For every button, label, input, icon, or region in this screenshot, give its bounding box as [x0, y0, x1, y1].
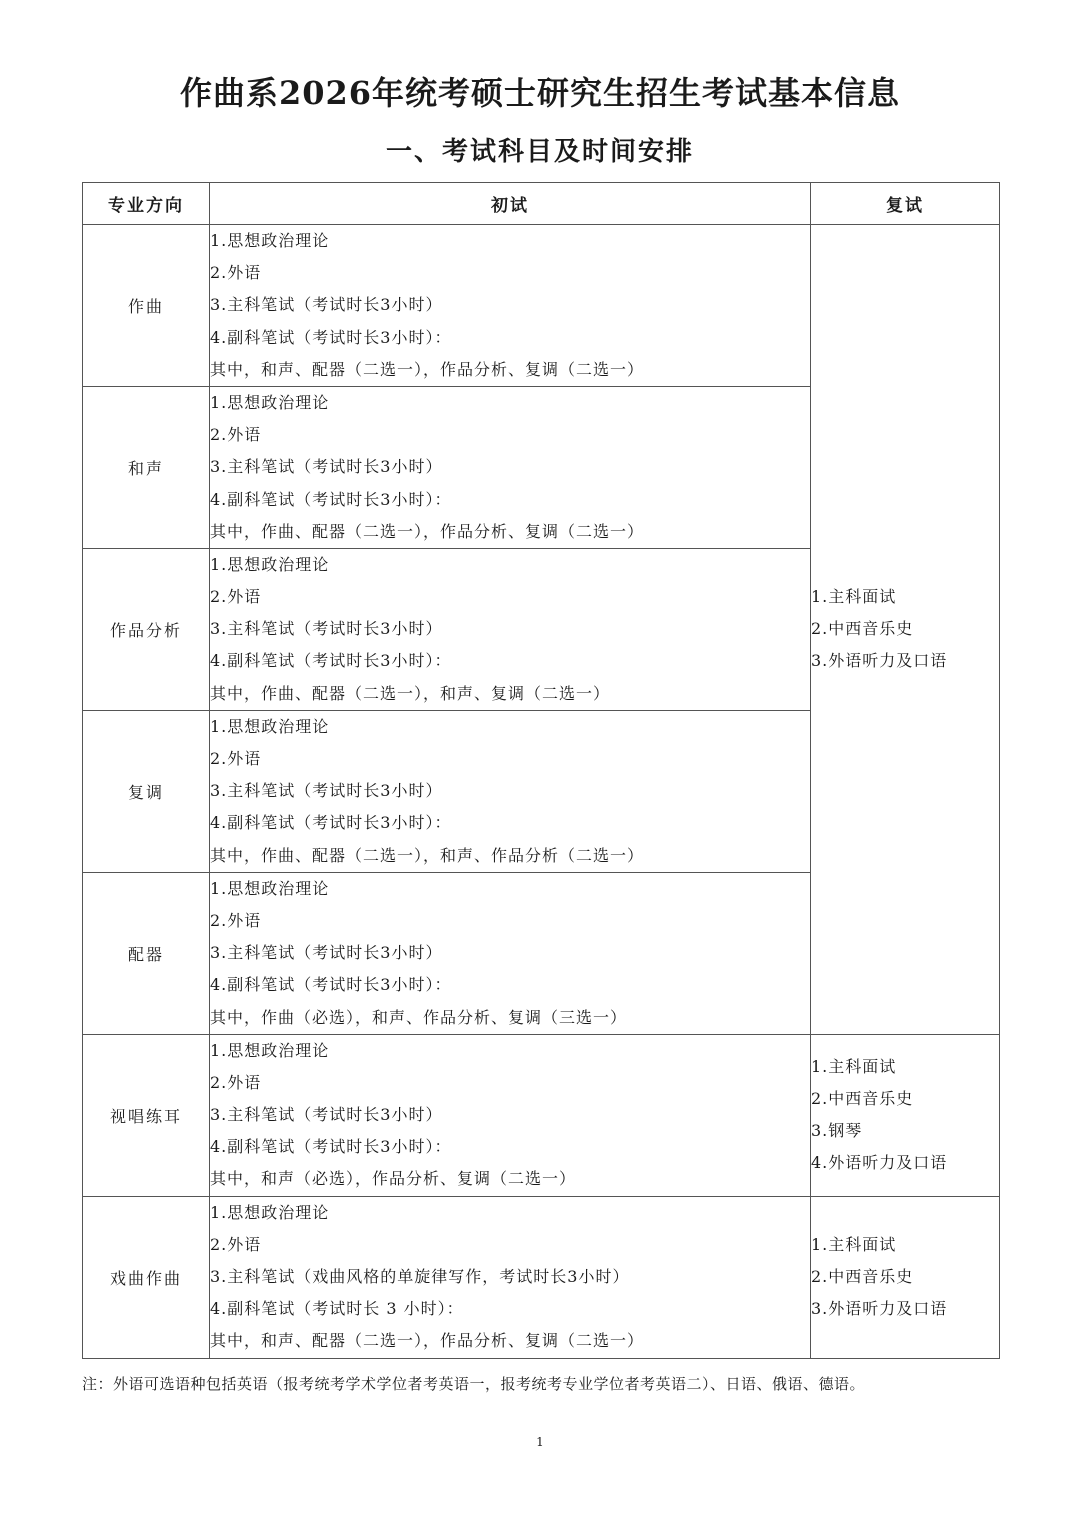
- preliminary-item: 1.思想政治理论: [210, 878, 330, 898]
- preliminary-item: 4.副科笔试（考试时长3小时）：: [210, 975, 452, 995]
- preliminary-item: 4.副科笔试（考试时长 3 小时）：: [210, 1299, 464, 1319]
- footnote: 注：外语可选语种包括英语（报考统考学术学位者考英语一，报考统考专业学位者考英语二）、日语、俄语、德语。: [82, 1375, 866, 1393]
- preliminary-item: 其中，作曲（必选），和声、作品分析、复调（三选一）: [210, 1007, 628, 1027]
- preliminary-cell: [210, 548, 811, 710]
- major-cell: 视唱练耳: [83, 1034, 210, 1196]
- retest-item: 2.中西音乐史: [811, 1267, 914, 1287]
- preliminary-item: 3.主科笔试（考试时长3小时）: [210, 943, 443, 963]
- preliminary-cell: [210, 1034, 811, 1196]
- preliminary-item: 4.副科笔试（考试时长3小时）：: [210, 651, 452, 671]
- preliminary-item: 其中，和声、配器（二选一），作品分析、复调（二选一）: [210, 1331, 645, 1351]
- header-major: 专业方向: [83, 183, 210, 225]
- retest-item: 2.中西音乐史: [811, 1089, 914, 1109]
- preliminary-item: 其中，作曲、配器（二选一），作品分析、复调（二选一）: [210, 521, 645, 541]
- preliminary-item: 2.外语: [210, 910, 262, 930]
- retest-item: 3.外语听力及口语: [811, 1299, 948, 1319]
- retest-cell: [811, 225, 1000, 1035]
- header-preliminary: 初试: [210, 183, 811, 225]
- table-body: [83, 225, 1000, 1359]
- preliminary-cell: [210, 1196, 811, 1358]
- preliminary-item: 1.思想政治理论: [210, 554, 330, 574]
- retest-cell: [811, 1034, 1000, 1196]
- major-cell: 作曲: [83, 225, 210, 387]
- preliminary-cell: [210, 710, 811, 872]
- preliminary-item: 2.外语: [210, 425, 262, 445]
- retest-item: 4.外语听力及口语: [811, 1153, 948, 1173]
- preliminary-item: 3.主科笔试（考试时长3小时）: [210, 1105, 443, 1125]
- page-number: 1: [536, 1435, 544, 1449]
- preliminary-item: 3.主科笔试（考试时长3小时）: [210, 457, 443, 477]
- exam-schedule-table: [82, 182, 1000, 1359]
- preliminary-item: 3.主科笔试（考试时长3小时）: [210, 619, 443, 639]
- major-cell: 和声: [83, 386, 210, 548]
- major-cell: 复调: [83, 710, 210, 872]
- preliminary-cell: [210, 872, 811, 1034]
- retest-item: 3.外语听力及口语: [811, 651, 948, 671]
- preliminary-item: 1.思想政治理论: [210, 1202, 330, 1222]
- preliminary-item: 2.外语: [210, 1234, 262, 1254]
- retest-item: 1.主科面试: [811, 1235, 897, 1255]
- preliminary-item: 1.思想政治理论: [210, 392, 330, 412]
- preliminary-item: 2.外语: [210, 1072, 262, 1092]
- preliminary-item: 2.外语: [210, 749, 262, 768]
- major-cell: 配器: [83, 872, 210, 1034]
- preliminary-item: 4.副科笔试（考试时长3小时）：: [210, 813, 452, 833]
- preliminary-item: 3.主科笔试（考试时长3小时）: [210, 295, 443, 315]
- header-retest: 复试: [811, 183, 1000, 225]
- preliminary-cell: [210, 386, 811, 548]
- preliminary-item: 4.副科笔试（考试时长3小时）：: [210, 489, 452, 509]
- retest-item: 2.中西音乐史: [811, 619, 914, 639]
- preliminary-item: 1.思想政治理论: [210, 231, 330, 250]
- major-cell: 作品分析: [83, 548, 210, 710]
- preliminary-cell: [210, 225, 811, 387]
- preliminary-item: 其中，作曲、配器（二选一），和声、作品分析（二选一）: [210, 845, 645, 865]
- preliminary-item: 其中，和声、配器（二选一），作品分析、复调（二选一）: [210, 359, 645, 379]
- retest-item: 3.钢琴: [811, 1121, 863, 1141]
- table-row: [83, 1034, 1000, 1196]
- preliminary-item: 其中，作曲、配器（二选一），和声、复调（二选一）: [210, 683, 611, 703]
- preliminary-item: 3.主科笔试（戏曲风格的单旋律写作，考试时长3小时）: [210, 1267, 630, 1286]
- retest-item: 1.主科面试: [811, 1057, 897, 1077]
- retest-item: 1.主科面试: [811, 587, 897, 607]
- major-cell: 戏曲作曲: [83, 1196, 210, 1358]
- preliminary-item: 3.主科笔试（考试时长3小时）: [210, 781, 443, 801]
- retest-cell: [811, 1196, 1000, 1358]
- preliminary-item: 1.思想政治理论: [210, 716, 330, 736]
- section-title: 一、考试科目及时间安排: [385, 137, 694, 167]
- preliminary-item: 2.外语: [210, 587, 262, 607]
- preliminary-item: 其中，和声（必选），作品分析、复调（二选一）: [210, 1169, 577, 1189]
- table-header-row: [83, 183, 1000, 225]
- preliminary-item: 2.外语: [210, 263, 262, 283]
- preliminary-item: 4.副科笔试（考试时长3小时）：: [210, 327, 452, 347]
- table-row: [83, 225, 1000, 387]
- document-title: 作曲系2026年统考硕士研究生招生考试基本信息: [179, 74, 901, 112]
- table-row: [83, 1196, 1000, 1358]
- preliminary-item: 1.思想政治理论: [210, 1040, 330, 1060]
- preliminary-item: 4.副科笔试（考试时长3小时）：: [210, 1137, 452, 1157]
